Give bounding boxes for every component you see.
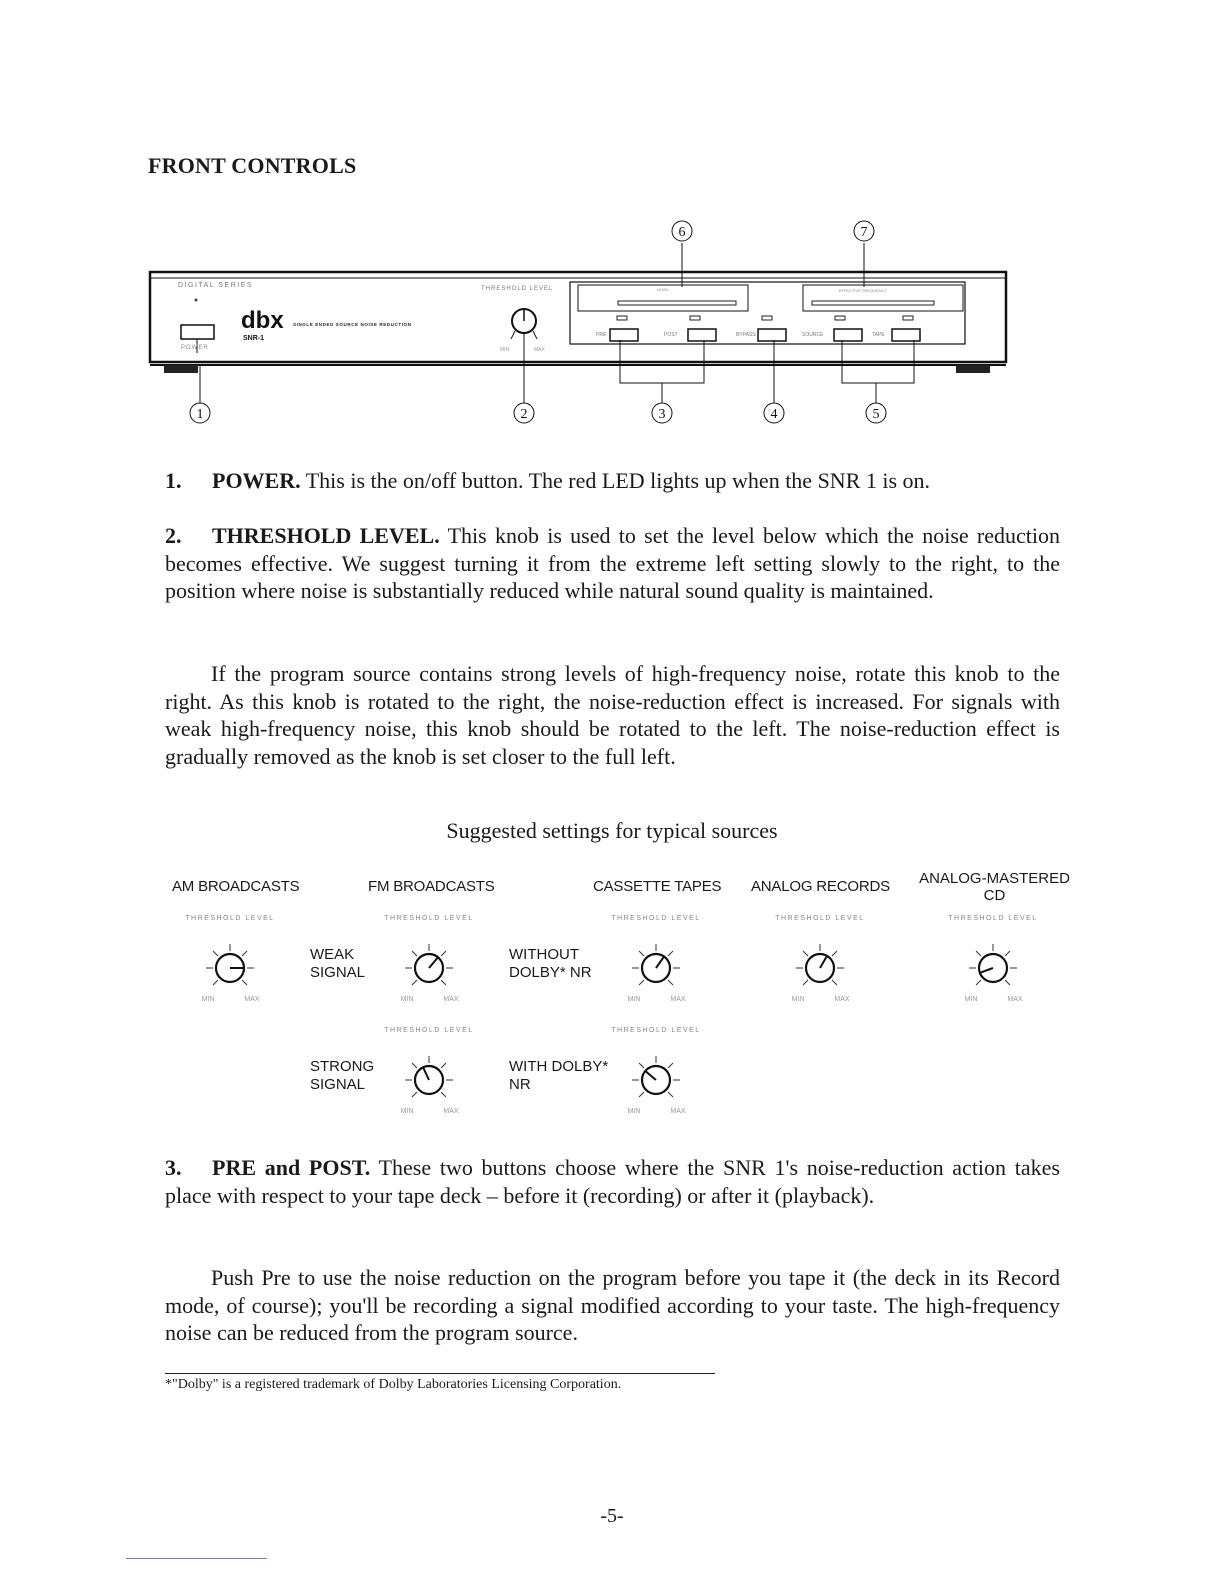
- knob-min-label: MIN: [400, 996, 414, 1003]
- callout-number-3: 3: [658, 407, 666, 422]
- footnote-rule: [165, 1373, 715, 1374]
- display-area: [570, 282, 965, 344]
- knob-pointer: [980, 968, 993, 973]
- knob-min-label: MIN: [627, 1108, 641, 1115]
- callout-number-6: 6: [678, 225, 686, 240]
- knob-min-label: MIN: [627, 996, 641, 1003]
- callout-number-1: 1: [196, 407, 204, 422]
- knob-pointer: [423, 1067, 429, 1080]
- knob-setting-fm-strong: [384, 1027, 473, 1115]
- footnote: *"Dolby" is a registered trademark of Dolby Laboratories Licensing Corporation.: [165, 1377, 622, 1392]
- source-cd: ANALOG-MASTERED CD: [919, 870, 1070, 904]
- knob-threshold-label: THRESHOLD LEVEL: [775, 915, 865, 922]
- knob-pointer: [656, 957, 664, 968]
- source-analog: ANALOG RECORDS: [751, 878, 890, 895]
- left-foot: [164, 365, 198, 373]
- knob-setting-am: [185, 915, 274, 1003]
- item-power: 1. POWER. This is the on/off button. The red LED lights up when the SNR 1 is on.: [165, 468, 931, 493]
- bottom-rule: [126, 1558, 267, 1559]
- panel-threshold-label: THRESHOLD LEVEL: [481, 286, 554, 292]
- knob-threshold-label: THRESHOLD LEVEL: [185, 915, 275, 922]
- signal-without-dolby: WITHOUT DOLBY* NR: [509, 946, 592, 981]
- knob-max-label: MAX: [670, 996, 686, 1003]
- panel-button-tape[interactable]: [892, 329, 920, 341]
- svg-text:EFFECTIVE FREQUENCY: EFFECTIVE FREQUENCY: [838, 288, 888, 293]
- knob-setting-cassette-with: [611, 1027, 700, 1115]
- subtitle-label: SINGLE ENDED SOURCE NOISE REDUCTION: [293, 322, 412, 327]
- panel-button-label-bypass: BYPASS: [736, 332, 756, 338]
- item-pre-post-continued: Push Pre to use the noise reduction on the program before you tape it (the deck in its Record mode, of course); you'll be recording a signal modified according to your taste. The high-frequency noise can be reduced from the program source.: [165, 1265, 1060, 1345]
- callout-number-2: 2: [520, 407, 528, 422]
- knob-max-label: MAX: [443, 996, 459, 1003]
- svg-text:MAX: MAX: [534, 347, 545, 353]
- power-led: [195, 299, 198, 302]
- knob-pointer: [820, 956, 827, 968]
- panel-button-label-pre: PRE: [596, 332, 607, 338]
- series-label: DIGITAL SERIES: [178, 282, 254, 289]
- knob-threshold-label: THRESHOLD LEVEL: [611, 915, 701, 922]
- callout-number-5: 5: [872, 407, 880, 422]
- settings-caption: Suggested settings for typical sources: [446, 818, 778, 843]
- panel-button-row: [596, 329, 920, 341]
- power-button[interactable]: [181, 325, 214, 339]
- knob-max-label: MAX: [244, 996, 260, 1003]
- knob-min-label: MIN: [400, 1108, 414, 1115]
- front-panel-diagram: [148, 205, 1018, 435]
- signal-weak: WEAK SIGNAL: [310, 946, 366, 981]
- knob-max-label: MAX: [670, 1108, 686, 1115]
- panel-button-post[interactable]: [688, 329, 716, 341]
- item-threshold-continued: If the program source contains strong levels of high-frequency noise, rotate this knob to the right. As this knob is rotated to the right, the noise-reduction effect is increased. For signals with weak high-frequency noise, this knob should be rotated to the left. The noise-reduction effect is gradually removed as the knob is set closer to the full left.: [165, 661, 1060, 769]
- callout-number-7: 7: [860, 225, 868, 240]
- callout-number-4: 4: [770, 407, 778, 422]
- power-label: POWER: [181, 345, 209, 351]
- section-heading: FRONT CONTROLS: [148, 153, 357, 178]
- model-label: SNR-1: [243, 335, 265, 342]
- page-number: -5-: [600, 1505, 624, 1527]
- right-foot: [956, 365, 990, 373]
- signal-strong: STRONG SIGNAL: [310, 1058, 375, 1093]
- brand-logo: dbx: [241, 307, 284, 334]
- knob-threshold-label: THRESHOLD LEVEL: [384, 915, 474, 922]
- threshold-knob-settings: [0, 900, 1224, 1120]
- source-fm: FM BROADCASTS: [368, 878, 495, 895]
- knob-max-label: MAX: [1007, 996, 1023, 1003]
- panel-button-pre[interactable]: [610, 329, 638, 341]
- source-cassette: CASSETTE TAPES: [593, 878, 722, 895]
- knob-threshold-label: THRESHOLD LEVEL: [611, 1027, 701, 1034]
- knob-setting-analog: [775, 915, 864, 1003]
- panel-button-label-post: POST: [664, 332, 678, 338]
- item-pre-post: 3. PRE and POST. These two buttons choose where the SNR 1's noise-reduction action takes place with respect to your tape deck – before it (recording) or after it (playback).: [165, 1155, 1060, 1208]
- panel-button-source[interactable]: [834, 329, 862, 341]
- knob-threshold-label: THRESHOLD LEVEL: [948, 915, 1038, 922]
- knob-setting-cd: [948, 915, 1037, 1003]
- knob-min-label: MIN: [201, 996, 215, 1003]
- knob-pointer: [645, 1071, 656, 1080]
- signal-with-dolby: WITH DOLBY* NR: [509, 1058, 609, 1093]
- panel-button-label-source: SOURCE: [802, 332, 824, 338]
- knob-min-label: MIN: [791, 996, 805, 1003]
- source-am: AM BROADCASTS: [172, 878, 300, 895]
- knob-min-label: MIN: [964, 996, 978, 1003]
- svg-text:LEVEL: LEVEL: [656, 287, 670, 292]
- knob-max-label: MAX: [443, 1108, 459, 1115]
- panel-button-label-tape: TAPE: [872, 332, 885, 338]
- knob-setting-fm-weak: [384, 915, 473, 1003]
- knob-pointer: [429, 957, 438, 968]
- level-meter-segments: [618, 301, 736, 305]
- panel-button-bypass[interactable]: [758, 329, 786, 341]
- knob-threshold-label: THRESHOLD LEVEL: [384, 1027, 474, 1034]
- svg-text:MIN: MIN: [500, 347, 510, 353]
- knob-setting-cassette-without: [611, 915, 700, 1003]
- knob-max-label: MAX: [834, 996, 850, 1003]
- item-threshold: 2. THRESHOLD LEVEL. This knob is used to set the level below which the noise reduction becomes effective. We suggest turning it from the extreme left setting slowly to the right, to the position where noise is substantially reduced while natural sound quality is maintained.: [165, 523, 1060, 603]
